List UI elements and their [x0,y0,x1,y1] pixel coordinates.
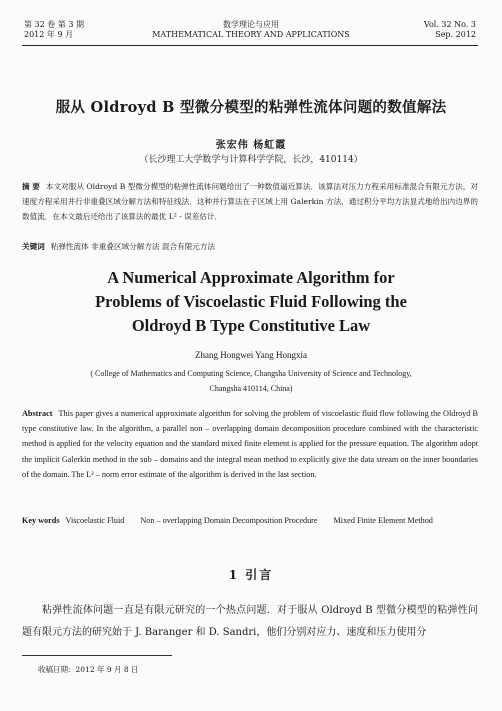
affiliation-en [0,366,502,396]
paper-title-en-line3: Oldroyd B Type Constitutive Law [131,316,371,335]
abstract-cn [22,180,478,224]
affiliation-en-line1: ( College of Mathematics and Computing Science, Changsha University of Science and Technology, [90,369,412,378]
journal-name-cn: 数学理论与应用 [223,20,279,29]
authors-cn: 张宏伟 杨虹霞 [215,140,287,151]
received-date-footnote: 收稿日期：2012 年 9 月 8 日 [38,665,139,674]
footnote-divider [22,655,172,656]
abstract-text-cn: 本文对服从 Oldroyd B 型微分模型的粘弹性流体问题给出了一种数值逼近算法．该算法对压力方程采用标准混合有限元方法，对速度方程采用并行非重叠区域分解方法和特征线法．这种并行算法在子区域上用 Galerkin 方法，通过积分平均方法显式地给出内边界的数值流．在本文最后还给出了该算法的最优 L² - 误差估计． [22,182,478,221]
keywords-en [22,513,478,528]
abstract-label-cn: 摘 要 [22,182,40,191]
keywords-label-cn: 关键词 [22,242,45,251]
section-heading: 1 引言 [228,568,274,582]
journal-issue-info-en [424,20,476,40]
abstract-en [22,406,478,482]
volume-issue-en: Vol. 32 No. 3 [423,20,476,29]
affiliation-cn: （长沙理工大学数学与计算科学学院，长沙，410114） [139,155,363,165]
header-divider [22,45,478,46]
abstract-label-en: Abstract [22,409,53,418]
paper-title-en-line2: Problems of Viscoelastic Fluid Following the [95,292,407,311]
abstract-text-en: This paper gives a numerical approximate algorithm for solving the problem of viscoelastic fluid flow following the Oldroyd B type constitutive law. In the algorithm, a parallel non – overlapping domain decomposition procedure combined with the characteristic method is applied for the velocity equation and the standard mixed finite element is applied for the pressure equation. The algorithm adopt the implicit Galerkin method in the sub – domains and the integral mean method to explicitly give the data stream on the inner boundaries of the domain. The L² – norm error estimate of the algorithm is derived in the last section. [22,409,478,479]
keyword-item: Non – overlapping Domain Decomposition Procedure [140,516,318,525]
keyword-item: Viscoelastic Fluid [65,516,125,525]
authors-en: Zhang Hongwei Yang Hongxia [195,350,307,360]
keywords-label-en: Key words [22,516,60,525]
journal-name-en: MATHEMATICAL THEORY AND APPLICATIONS [152,30,350,39]
keyword-item: Mixed Finite Element Method [333,516,433,525]
volume-issue: 第 32 卷 第 3 期 [24,20,84,29]
paper-title-cn: 服从 Oldroyd B 型微分模型的粘弹性流体问题的数值解法 [55,99,447,116]
body-paragraph: 粘弹性流体问题一直是有限元研究的一个热点问题．对于服从 Oldroyd B 型微分模型的粘弹性问题有限元方法的研究始于 J. Baranger 和 D. Sandri，他们分别对应力、速度和压力使用分 [22,605,478,638]
keywords-text-cn: 粘弹性流体 非重叠区域分解方法 混合有限元方法 [50,242,216,251]
issue-date: 2012 年 9 月 [24,30,74,39]
keywords-cn [22,240,478,255]
paper-title-en-line1: A Numerical Approximate Algorithm for [107,268,395,287]
issue-date-en: Sep. 2012 [435,30,476,39]
affiliation-en-line2: Changsha 410114, China) [209,384,293,393]
